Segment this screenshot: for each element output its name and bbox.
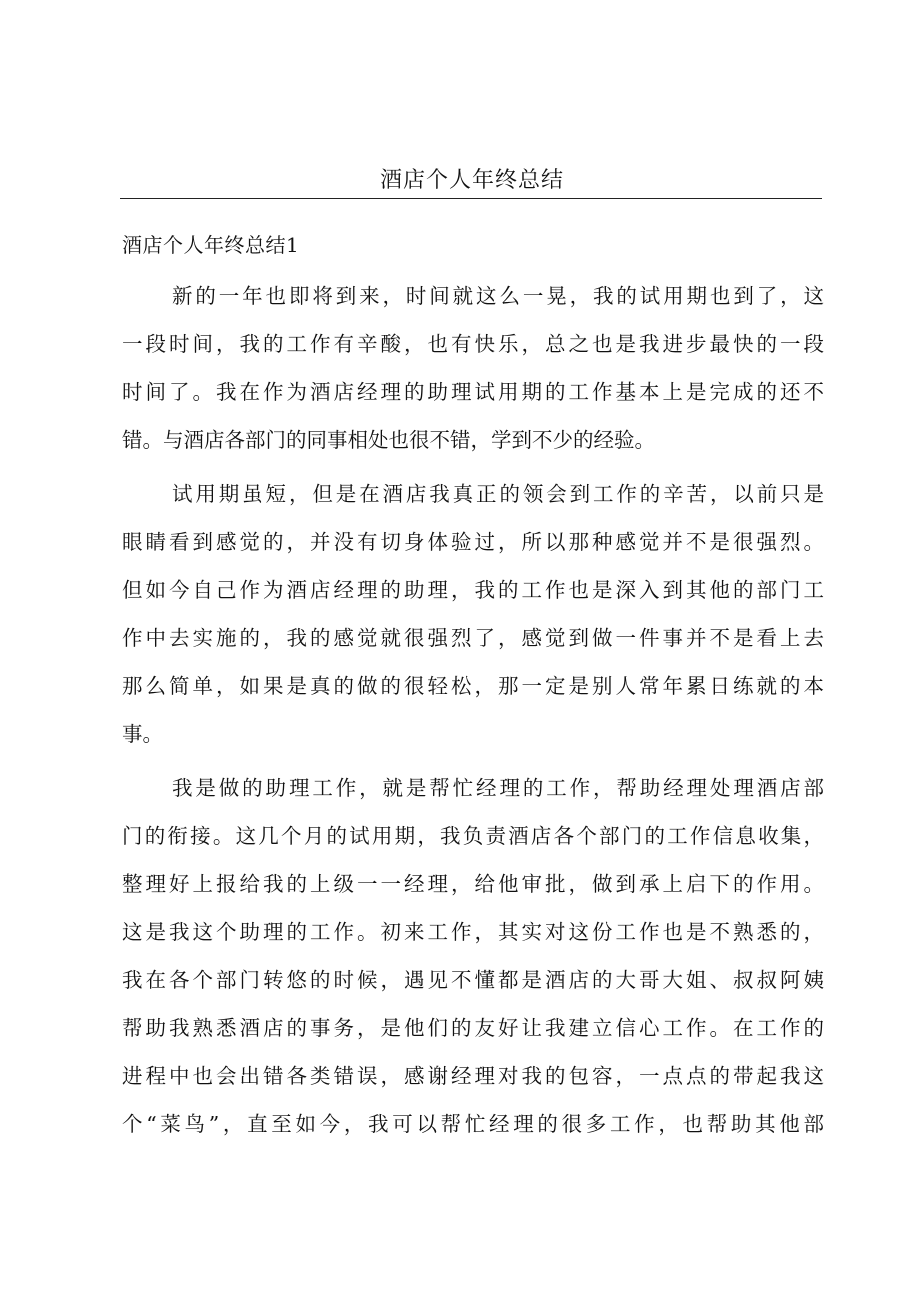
section-heading: 酒店个人年终总结1 <box>122 233 300 257</box>
text-line: 错。与酒店各部门的同事相处也很不错，学到不少的经验。 <box>122 428 655 452</box>
text-line: 门的衔接。这几个月的试用期，我负责酒店各个部门的工作信息收集， <box>122 824 824 848</box>
text-line: 那么简单，如果是真的做的很轻松，那一定是别人常年累日练就的本 <box>122 674 824 698</box>
text-line: 但如今自己作为酒店经理的助理，我的工作也是深入到其他的部门工 <box>122 578 824 602</box>
text-line: 个“菜鸟”，直至如今，我可以帮忙经理的很多工作，也帮助其他部 <box>122 1112 824 1136</box>
paragraph <box>122 764 824 1148</box>
text-line: 我在各个部门转悠的时候，遇见不懂都是酒店的大哥大姐、叔叔阿姨 <box>122 968 824 992</box>
title-underline <box>120 198 822 199</box>
text-line: 作中去实施的，我的感觉就很强烈了，感觉到做一件事并不是看上去 <box>122 626 824 650</box>
text-line: 眼睛看到感觉的，并没有切身体验过，所以那种感觉并不是很强烈。 <box>122 530 824 554</box>
text-line: 试用期虽短，但是在酒店我真正的领会到工作的辛苦，以前只是 <box>172 482 824 506</box>
text-line: 这是我这个助理的工作。初来工作，其实对这份工作也是不熟悉的， <box>122 920 824 944</box>
text-line: 整理好上报给我的上级一一经理，给他审批，做到承上启下的作用。 <box>122 872 824 896</box>
paragraph <box>122 272 824 464</box>
text-line: 事。 <box>122 722 163 746</box>
text-line: 新的一年也即将到来，时间就这么一晃，我的试用期也到了，这 <box>172 284 824 308</box>
text-line: 进程中也会出错各类错误，感谢经理对我的包容，一点点的带起我这 <box>122 1064 824 1088</box>
text-line: 帮助我熟悉酒店的事务，是他们的友好让我建立信心工作。在工作的 <box>122 1016 824 1040</box>
text-line: 一段时间，我的工作有辛酸，也有快乐，总之也是我进步最快的一段 <box>122 332 824 356</box>
document-title: 酒店个人年终总结 <box>379 168 564 193</box>
paragraph <box>122 470 824 758</box>
body-text <box>122 272 824 1148</box>
text-line: 时间了。我在作为酒店经理的助理试用期的工作基本上是完成的还不 <box>122 380 824 404</box>
text-line: 我是做的助理工作，就是帮忙经理的工作，帮助经理处理酒店部 <box>172 776 824 800</box>
